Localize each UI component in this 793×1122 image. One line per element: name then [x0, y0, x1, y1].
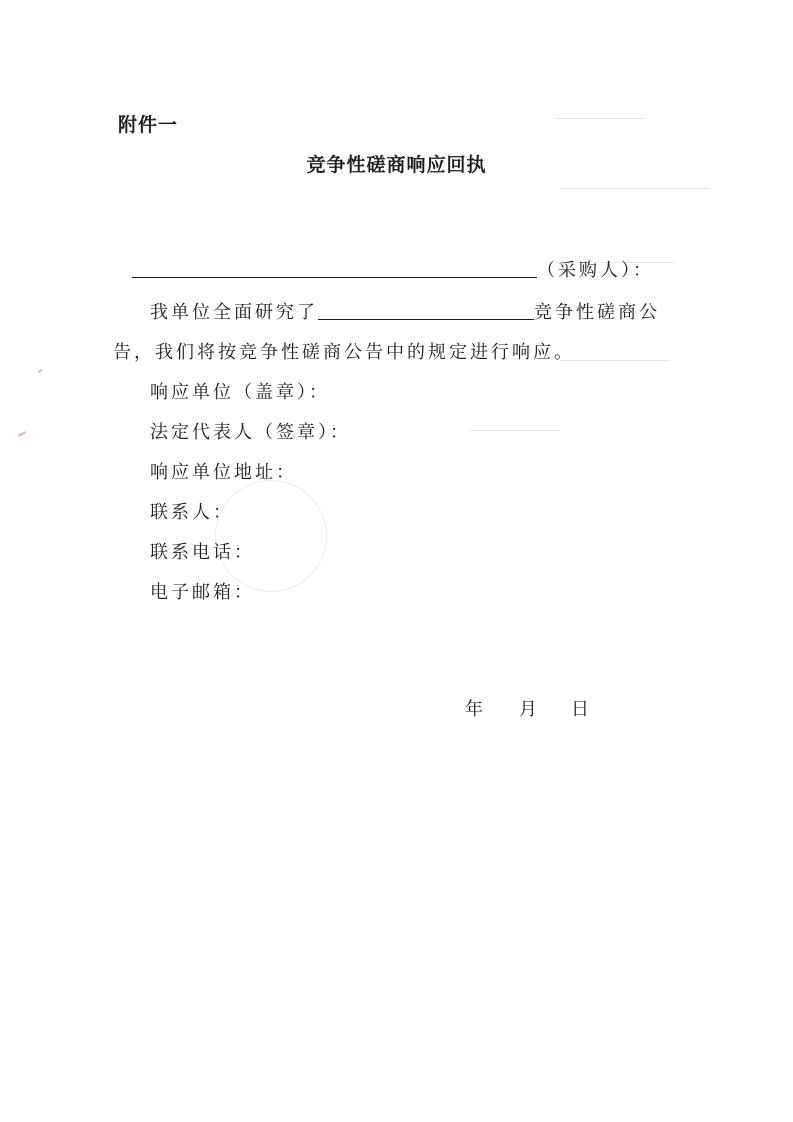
bleed-through-line [560, 188, 710, 189]
field-email: 电子邮箱： [150, 582, 255, 603]
bleed-through-line [555, 118, 645, 119]
red-mark [38, 369, 42, 373]
notice-name-blank [318, 301, 534, 320]
field-contact-person: 联系人： [150, 502, 234, 523]
red-mark [18, 431, 26, 437]
field-unit-address: 响应单位地址： [150, 462, 297, 483]
date-year: 年 [465, 699, 483, 720]
recipient-blank [132, 259, 537, 278]
paragraph-line-2: 告，我们将按竞争性磋商公告中的规定进行响应。 [113, 342, 575, 363]
paragraph-prefix: 我单位全面研究了 [150, 302, 318, 323]
date-month: 月 [519, 699, 537, 720]
paragraph-line-1 [150, 298, 660, 324]
paragraph-suffix: 竞争性磋商公 [534, 302, 660, 323]
bleed-through-line [560, 360, 670, 361]
bleed-through-line [470, 430, 560, 431]
field-contact-phone: 联系电话： [150, 542, 255, 563]
document-title: 竞争性磋商响应回执 [306, 154, 487, 176]
date-day: 日 [571, 699, 589, 720]
recipient-line [132, 256, 654, 282]
field-response-unit: 响应单位（盖章）： [150, 382, 330, 403]
field-legal-representative: 法定代表人（签章）： [150, 422, 351, 443]
recipient-suffix: （采购人）： [537, 260, 654, 281]
attachment-label: 附件一 [118, 114, 179, 136]
bleed-through-stamp [215, 480, 327, 592]
